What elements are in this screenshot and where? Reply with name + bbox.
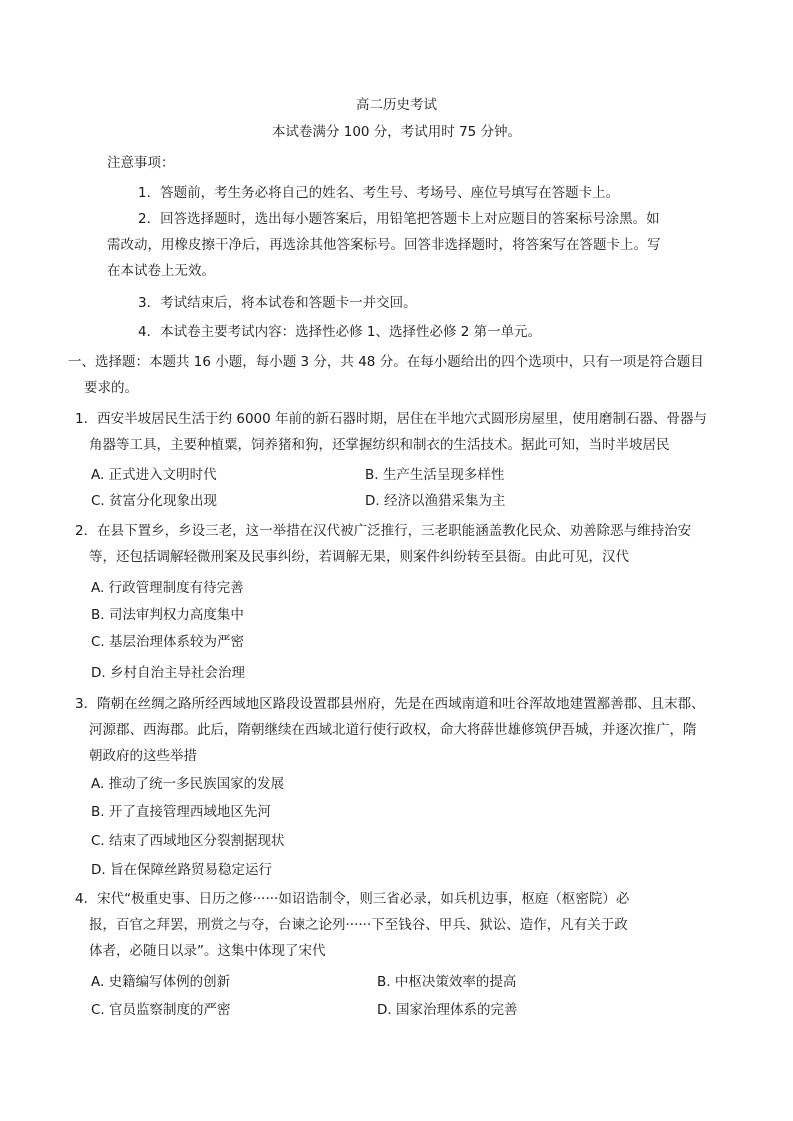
note-item-1: 1．答题前，考生务必将自己的姓名、考生号、考场号、座位号填写在答题卡上。 [138,185,620,201]
question-2-stem-line-1: 2．在县下置乡，乡设三老，这一举措在汉代被广泛推行，三老职能涵盖教化民众、劝善除恶与维持治安 [75,523,692,539]
question-1-option-c[interactable]: C. 贫富分化现象出现 [91,493,218,509]
exam-subtitle: 本试卷满分 100 分，考试用时 75 分钟。 [271,124,522,140]
question-3-stem-line-2: 河源郡、西海郡。此后，隋朝继续在西域北道行使行政权，命大将薛世雄修筑伊吾城，并逐次推广，隋 [89,722,697,738]
question-2-option-d[interactable]: D. 乡村自治主导社会治理 [91,665,245,681]
question-1-stem-line-2: 角器等工具，主要种植粟，饲养猪和狗，还掌握纺织和制衣的生活技术。据此可知，当时半坡居民 [89,437,670,453]
question-2-option-a[interactable]: A. 行政管理制度有待完善 [91,580,244,596]
note-item-2-line-1: 2．回答选择题时，选出每小题答案后，用铅笔把答题卡上对应题目的答案标号涂黑。如 [138,211,660,227]
question-4-option-b[interactable]: B. 中枢决策效率的提高 [377,974,517,990]
question-1-option-a[interactable]: A. 正式进入文明时代 [91,467,217,483]
question-1-option-b[interactable]: B. 生产生活呈现多样性 [365,467,505,483]
question-4-option-a[interactable]: A. 史籍编写体例的创新 [91,974,231,990]
section-heading-line-2: 要求的。 [84,380,138,396]
question-3-stem-line-3: 朝政府的这些举措 [89,748,197,764]
question-2-stem-line-2: 等，还包括调解轻微刑案及民事纠纷，若调解无果，则案件纠纷转至县衙。由此可见，汉代 [89,549,629,565]
question-4-option-d[interactable]: D. 国家治理体系的完善 [377,1002,518,1018]
notes-heading: 注意事项： [107,155,175,171]
question-2-option-b[interactable]: B. 司法审判权力高度集中 [91,607,244,623]
exam-title: 高二历史考试 [356,97,437,113]
question-1-option-d[interactable]: D. 经济以渔猎采集为主 [365,493,506,509]
question-3-option-a[interactable]: A. 推动了统一多民族国家的发展 [91,776,285,792]
note-item-3: 3．考试结束后，将本试卷和答题卡一并交回。 [138,295,417,311]
question-4-stem-line-1: 4．宋代“极重史事、日历之修······如诏诰制令，则三省必录，如兵机边事，枢庭（枢密院）必 [75,891,630,907]
question-3-option-b[interactable]: B. 开了直接管理西域地区先河 [91,804,271,820]
question-4-stem-line-3: 体者，必随日以录”。这集中体现了宋代 [89,943,326,959]
question-4-option-c[interactable]: C. 官员监察制度的严密 [91,1002,231,1018]
question-3-option-d[interactable]: D. 旨在保障丝路贸易稳定运行 [91,862,272,878]
question-2-option-c[interactable]: C. 基层治理体系较为严密 [91,634,245,650]
note-item-4: 4．本试卷主要考试内容：选择性必修 1、选择性必修 2 第一单元。 [138,324,542,340]
question-4-stem-line-2: 报，百官之拜罢，刑赏之与夺，台谏之论列······下至钱谷、甲兵、狱讼、造作，凡有关于政 [89,917,628,933]
section-heading-line-1: 一、选择题：本题共 16 小题，每小题 3 分，共 48 分。在每小题给出的四个选项中，只有一项是符合题目 [68,354,704,370]
question-3-stem-line-1: 3．隋朝在丝绸之路所经西域地区路段设置郡县州府，先是在西域南道和吐谷浑故地建置鄯善郡、且末郡、 [75,696,705,712]
note-item-2-line-3: 在本试卷上无效。 [107,263,215,279]
note-item-2-line-2: 需改动，用橡皮擦干净后，再选涂其他答案标号。回答非选择题时，将答案写在答题卡上。写 [107,237,661,253]
question-1-stem-line-1: 1．西安半坡居民生活于约 6000 年前的新石器时期，居住在半地穴式圆形房屋里，使用磨制石器、骨器与 [75,411,708,427]
question-3-option-c[interactable]: C. 结束了西域地区分裂割据现状 [91,833,285,849]
